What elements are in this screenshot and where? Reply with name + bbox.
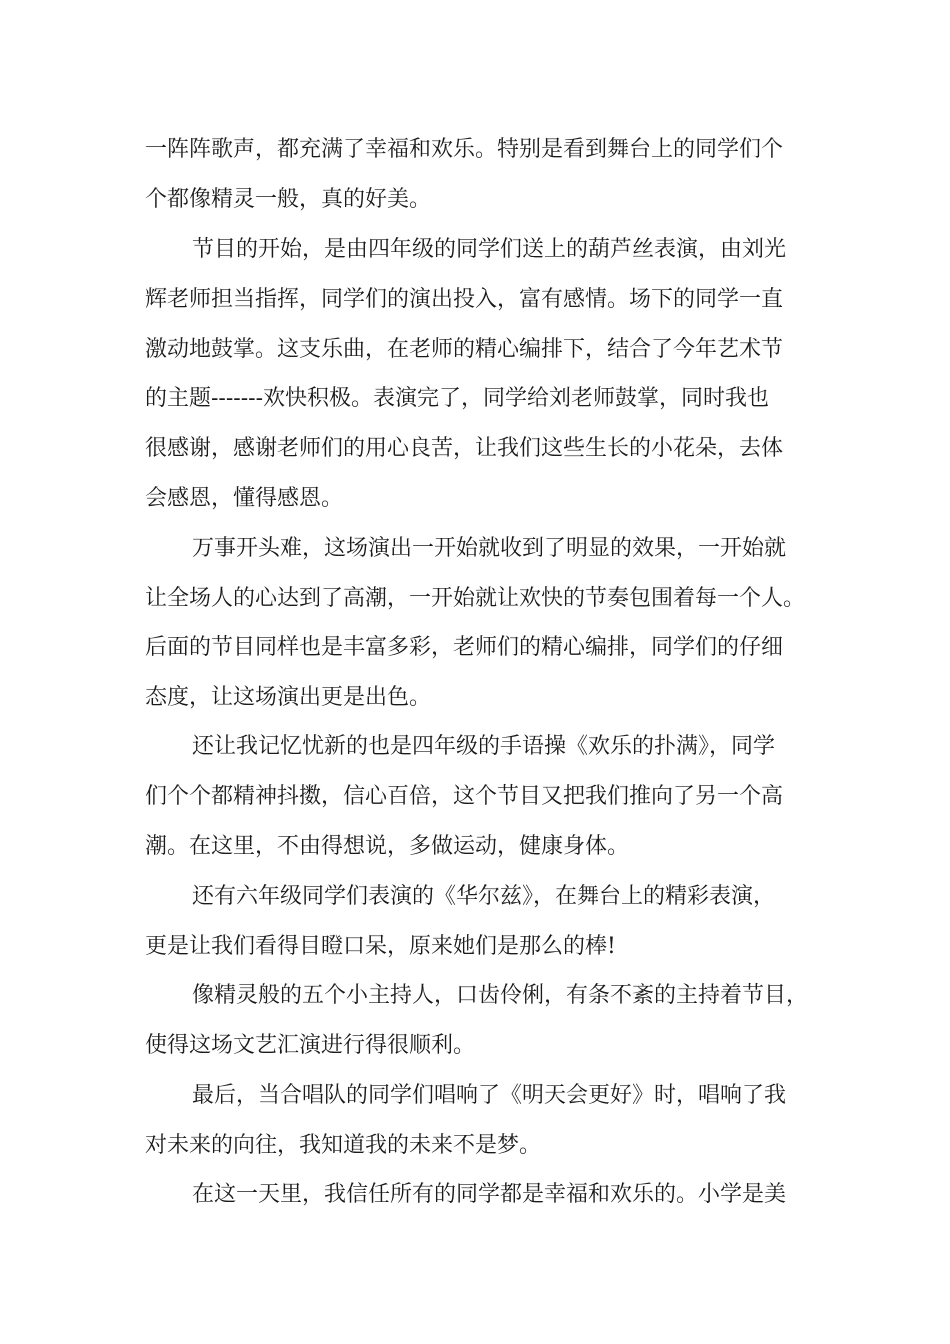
text-line: 使得这场文艺汇演进行得很顺利。 — [145, 1033, 476, 1058]
text-line: 辉老师担当指挥，同学们的演出投入，富有感情。场下的同学一直 — [145, 287, 784, 312]
text-line: 后面的节目同样也是丰富多彩，老师们的精心编排，同学们的仔细 — [145, 635, 784, 660]
text-line: 潮。在这里，不由得想说，多做运动，健康身体。 — [145, 834, 630, 859]
paragraph-first-line: 还让我记忆忧新的也是四年级的手语操《欢乐的扑满》，同学 — [192, 734, 776, 759]
paragraph-first-line: 万事开头难，这场演出一开始就收到了明显的效果，一开始就 — [192, 536, 787, 561]
paragraph-first-line: 最后，当合唱队的同学们唱响了《明天会更好》时，唱响了我 — [192, 1083, 787, 1108]
text-line: 态度，让这场演出更是出色。 — [145, 685, 432, 710]
text-line: 很感谢，感谢老师们的用心良苦，让我们这些生长的小花朵，去体 — [145, 436, 784, 461]
text-line: 更是让我们看得目瞪口呆，原来她们是那么的棒! — [145, 934, 616, 959]
text-line: 们个个都精神抖擞，信心百倍，这个节目又把我们推向了另一个高 — [145, 784, 784, 809]
paragraph-first-line: 像精灵般的五个小主持人，口齿伶俐，有条不紊的主持着节目， — [192, 983, 809, 1008]
text-line: 的主题-------欢快积极。表演完了，同学给刘老师鼓掌，同时我也 — [145, 386, 770, 411]
paragraph-first-line: 在这一天里，我信任所有的同学都是幸福和欢乐的。小学是美 — [192, 1182, 787, 1207]
text-line: 对未来的向往，我知道我的未来不是梦。 — [145, 1133, 542, 1158]
text-line: 让全场人的心达到了高潮，一开始就让欢快的节奏包围着每一个人。 — [145, 586, 806, 611]
text-line: 会感恩，懂得感恩。 — [145, 486, 344, 511]
paragraph-first-line: 还有六年级同学们表演的《华尔兹》，在舞台上的精彩表演， — [192, 884, 776, 909]
text-line: 一阵阵歌声，都充满了幸福和欢乐。特别是看到舞台上的同学们个 — [145, 137, 784, 162]
paragraph-first-line: 节目的开始，是由四年级的同学们送上的葫芦丝表演，由刘光 — [192, 237, 787, 262]
text-line: 激动地鼓掌。这支乐曲，在老师的精心编排下，结合了今年艺术节 — [145, 337, 784, 362]
text-line: 个都像精灵一般，真的好美。 — [145, 187, 432, 212]
